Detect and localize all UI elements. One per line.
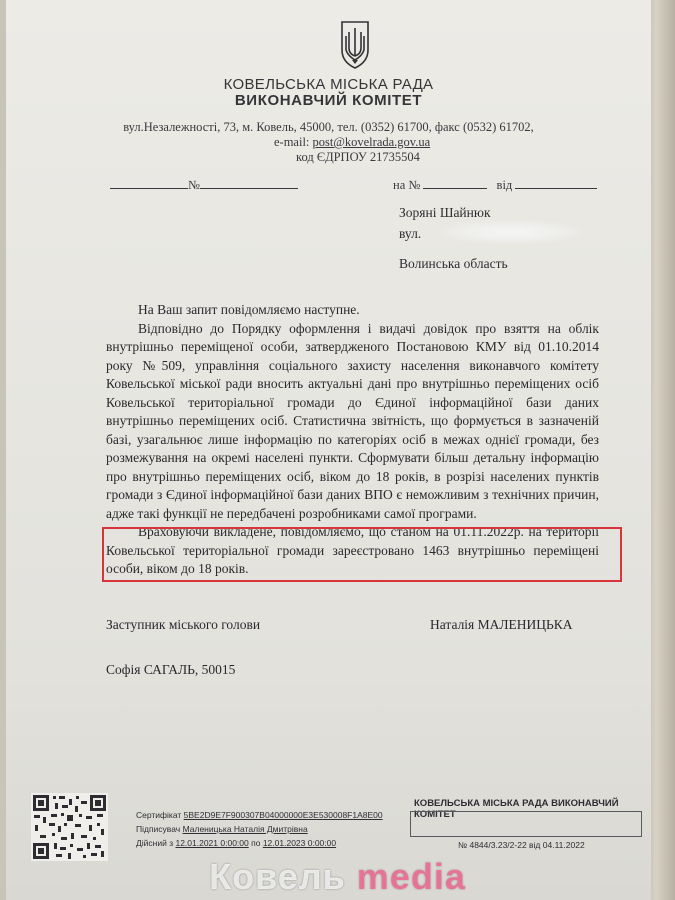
watermark: [0, 856, 675, 898]
registration-stamp-box: [410, 811, 642, 837]
signer-label: Підписувач: [136, 824, 181, 834]
valid-to-label: по: [251, 838, 261, 848]
addressee-name: Зоряні Шайнюк: [399, 205, 491, 220]
number-label: №: [188, 178, 200, 192]
signatory-position: Заступник міського голови: [106, 617, 261, 632]
watermark-part2: media: [356, 856, 466, 897]
valid-from-value: 12.01.2021 0:00:00: [175, 838, 249, 848]
email-label: e-mail:: [274, 135, 310, 149]
incoming-date-blank: [515, 176, 597, 189]
paragraph-main: Відповідно до Порядку оформлення і видачі довідок про взяття на облік внутрішньо переміщеної особи, затвердженого Постановою КМУ від 01.10.2014 року №509, управління соціального захисту населення виконавчого комітету Ковельської міської ради вносить актуальні дані про внутрішньо переміщених осіб Ковельської територіальної громади до Єдиної інформаційної бази даних внутрішньо переміщених осіб. Статистична звітність, що формується в зазначеній базі, узагальнює лише інформацію по категоріях осіб в межах однієї громади, без розмежування на окремі населені пункти. Сформувати більш детальну інформацію про внутрішньо переміщених осіб, віком до 18 років, в розрізі населених пунктів громади з Єдиної інформаційної бази даних ВПО є неможливим з технічних причин, адже такі функції не передбачені розробниками самої програми.: [106, 320, 599, 521]
edrpou-code: код ЄДРПОУ 21735504: [296, 150, 420, 164]
email-line: [274, 135, 675, 150]
redacted-address: [436, 220, 586, 242]
outgoing-number: [110, 176, 298, 193]
registration-number: № 4844/3.23/2-22 від 04.11.2022: [458, 840, 585, 850]
address-line: вул.Незалежності, 73, м. Ковель, 45000, тел. (0352) 61700, факс (0532) 61702,: [123, 120, 534, 134]
email-link[interactable]: post@kovelrada.gov.ua: [312, 135, 431, 149]
incoming-number-blank: [423, 176, 487, 189]
addressee-street: вул.: [399, 226, 422, 241]
certificate-label: Сертифікат: [136, 810, 182, 820]
validity-line: [136, 838, 336, 848]
committee-name: ВИКОНАВЧИЙ КОМІТЕТ: [234, 92, 423, 109]
letter-page: [6, 0, 651, 900]
paragraph-conclusion: Враховуючи викладене, повідомляємо, що станом на 01.11.2022р. на території Ковельської територіальної громади зареєстровано 1463 внутрішньо переміщені особи, віком до 18 років.: [106, 524, 599, 576]
signer-value: Маленицька Наталія Дмитрівна: [182, 824, 308, 834]
registration-title: КОВЕЛЬСЬКА МІСЬКА РАДА ВИКОНАВЧИЙ КОМІТЕТ: [414, 798, 619, 820]
qr-code-icon: [31, 793, 108, 861]
watermark-part1: Ковель: [209, 856, 346, 897]
council-name: КОВЕЛЬСЬКА МІСЬКА РАДА: [223, 76, 434, 93]
incoming-date-label: від: [496, 178, 513, 192]
valid-to-value: 12.01.2023 0:00:00: [262, 838, 337, 848]
paragraph-intro: На Ваш запит повідомляємо наступне.: [138, 302, 360, 317]
addressee-region: Волинська область: [399, 256, 508, 271]
number-blank: [200, 176, 298, 189]
incoming-number-label: на №: [393, 178, 421, 192]
coat-of-arms-icon: [338, 20, 372, 70]
highlight-box: [102, 527, 622, 582]
executor: Софія САГАЛЬ, 50015: [106, 662, 236, 677]
signatory-name: Наталія МАЛЕНИЦЬКА: [430, 617, 573, 632]
valid-from-label: Дійсний з: [136, 838, 174, 848]
certificate-line: [136, 810, 383, 820]
incoming-reference: [393, 176, 597, 193]
signer-line: [136, 824, 308, 834]
certificate-value: 5BE2D9E7F900307B04000000E3E530008F1A8E00: [183, 810, 383, 820]
date-blank: [110, 176, 188, 189]
